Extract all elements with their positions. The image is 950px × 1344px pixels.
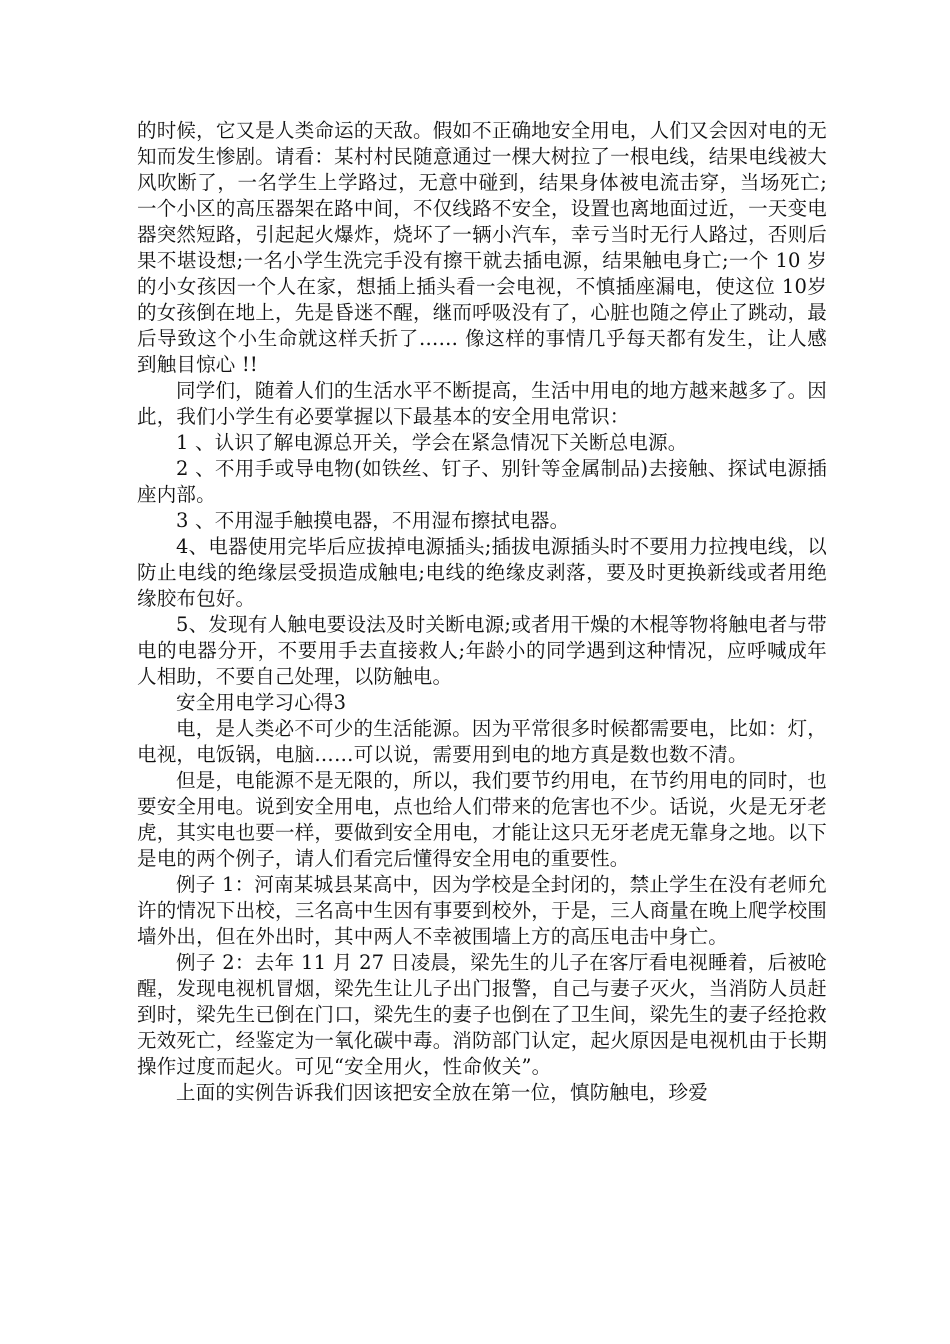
list-item-1: 1 、认识了解电源总开关，学会在紧急情况下关断总电源。 [176,431,688,454]
paragraph-example-2: 例子 2：去年 11 月 27 日凌晨，梁先生的儿子在客厅看电视睡着，后被呛醒，发现电视机冒烟，梁先生让儿子出门报警，自己与妻子灭火，当消防人员赶到时，梁先生已倒在门口，梁先生的妻子也倒在了卫生间，梁先生的妻子经抢救无效死亡，经鉴定为一氧化碳中毒。消防部门认定，起火原因是电视机由于长期操作过度而起火。可见“安全用火，性命攸关”。 [137,951,827,1078]
list-item-2: 2 、不用手或导电物(如铁丝、钉子、别针等金属制品)去接触、探试电源插座内部。 [137,457,827,506]
paragraph-example-1: 例子 1：河南某城县某高中，因为学校是全封闭的，禁止学生在没有老师允许的情况下出校，三名高中生因有事要到校外，于是，三人商量在晚上爬学校围墙外出，但在外出时，其中两人不幸被围墙上方的高压电击中身亡。 [137,873,827,948]
paragraph-intro-cases: 的时候，它又是人类命运的天敌。假如不正确地安全用电，人们又会因对电的无知而发生惨剧。请看：某村村民随意通过一棵大树拉了一根电线，结果电线被大风吹断了，一名学生上学路过，无意中碰到，结果身体被电流击穿，当场死亡;一个小区的高压器架在路中间，不仅线路不安全，设置也离地面过近，一天变电器突然短路，引起起火爆炸，烧坏了一辆小汽车，幸亏当时无行人路过，否则后果不堪设想;一名小学生洗完手没有擦干就去插电源，结果触电身亡;一个 10 岁的小女孩因一个人在家，想插上插头看一会电视，不慎插座漏电，使这位 10岁的女孩倒在地上，先是昏迷不醒，继而呼吸没有了，心脏也随之停止了跳动，最后导致这个小生命就这样夭折了…… 像这样的事情几乎每天都有发生，让人感到触目惊心 !! [137,119,827,376]
section-heading: 安全用电学习心得3 [176,691,347,714]
paragraph-save-electricity: 但是，电能源不是无限的，所以，我们要节约用电，在节约用电的同时，也要安全用电。说到安全用电，点也给人们带来的危害也不少。话说，火是无牙老虎，其实电也要一样，要做到安全用电，才能让这只无牙老虎无靠身之地。以下是电的两个例子，请人们看完后懂得安全用电的重要性。 [137,769,827,870]
list-item-5: 5、发现有人触电要设法及时关断电源;或者用干燥的木棍等物将触电者与带电的电器分开，不要用手去直接救人;年龄小的同学遇到这种情况，应呼喊成年人相助，不要自己处理，以防触电。 [137,613,827,688]
document-body [137,118,827,1106]
list-item-4: 4、电器使用完毕后应拔掉电源插头;插拔电源插头时不要用力拉拽电线，以防止电线的绝缘层受损造成触电;电线的绝缘皮剥落，要及时更换新线或者用绝缘胶布包好。 [137,535,827,610]
paragraph-electricity-energy: 电，是人类必不可少的生活能源。因为平常很多时候都需要电，比如：灯，电视，电饭锅，电脑……可以说，需要用到电的地方真是数也数不清。 [137,717,827,766]
list-item-3: 3 、不用湿手触摸电器，不用湿布擦拭电器。 [176,509,570,532]
paragraph-safety-knowledge: 同学们，随着人们的生活水平不断提高，生活中用电的地方越来越多了。因此，我们小学生有必要掌握以下最基本的安全用电常识： [137,379,827,428]
paragraph-conclusion: 上面的实例告诉我们因该把安全放在第一位，慎防触电，珍爱 [176,1081,708,1104]
